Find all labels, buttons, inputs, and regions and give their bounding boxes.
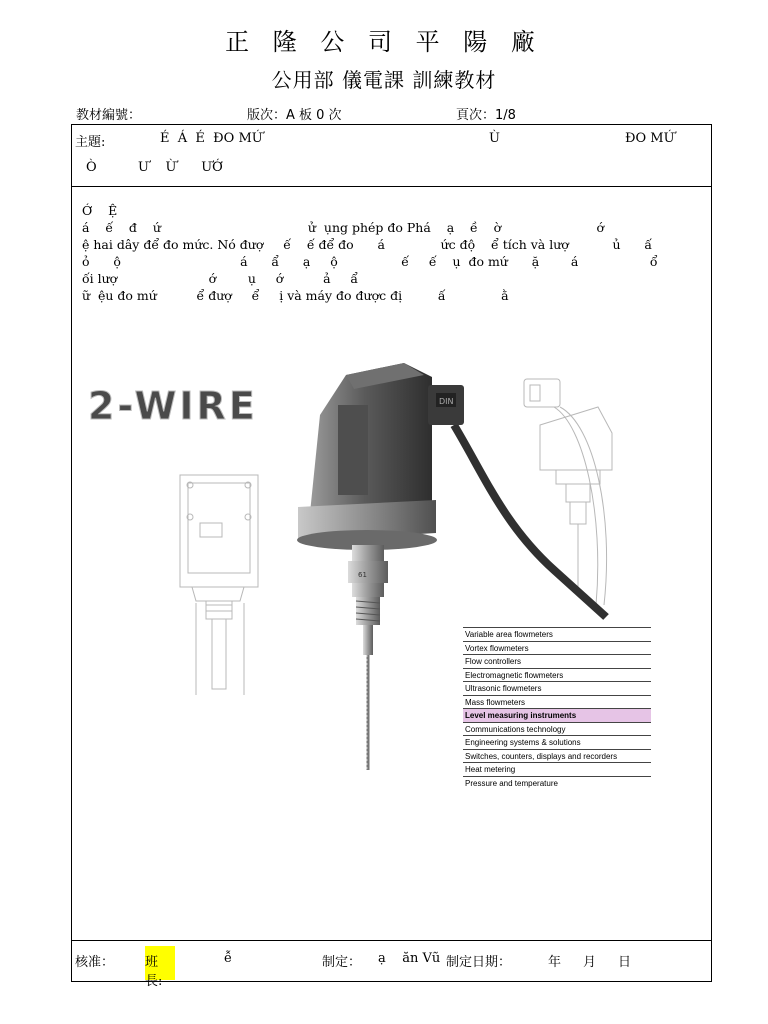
topic-divider (71, 186, 712, 187)
catalog-item: Communications technology (463, 723, 651, 737)
version-label: 版次：A 板 0 次 (247, 108, 342, 123)
catalog-item: Mass flowmeters (463, 696, 651, 710)
wire-banner: 2-WIRE (88, 384, 258, 428)
catalog-item: Pressure and temperature (465, 778, 558, 788)
topic-line1-b: Ù (489, 131, 500, 146)
body-line-5: ữ ệu đo mứ ể đượ ể ị và máy đo được đị ấ ằ (82, 288, 509, 303)
left-line-drawing (180, 475, 258, 695)
right-line-drawing (524, 379, 612, 605)
topic-line1-c: ĐO MỨ (625, 131, 675, 146)
footer-divider (71, 940, 712, 941)
prepared-label: 制定： (322, 955, 362, 970)
catalog-item: Variable area flowmeters (463, 628, 651, 642)
date-label: 制定日期： (446, 955, 512, 970)
doc-number-label: 教材編號： (76, 108, 142, 123)
connector-label: DIN (439, 397, 454, 406)
catalog-item: Ultrasonic flowmeters (463, 682, 651, 696)
date-day: 日 (618, 955, 632, 970)
body-line-4: ối lượ ớ ụ ớ ả ẩ (82, 271, 359, 286)
catalog-item: Switches, counters, displays and recorders (463, 750, 651, 764)
catalog-item-active: Level measuring instruments (463, 709, 651, 723)
body-heading: Ớ Ệ (82, 203, 118, 218)
leader-label: 班長: (145, 946, 175, 980)
document-subtitle: 公用部 儀電課 訓練教材 (271, 68, 497, 92)
date-month: 月 (583, 955, 597, 970)
catalog-item: Engineering systems & solutions (463, 736, 651, 750)
document-title: 正 隆 公 司 平 陽 廠 (225, 28, 543, 56)
body-line-1: á ế đ ứ ử ụng phép đo Phá ạ ề ờ ớ (82, 220, 605, 235)
body-line-3: ỏ ộ á ẩ ạ ộ ế ế ụ đo mứ ặ á ổ (82, 254, 658, 269)
topic-line1-a: É Á É ĐO MỨ (160, 131, 263, 146)
date-year: 年 (548, 955, 562, 970)
body-line-2: ệ hai dây để đo mức. Nó đượ ế ế để đo á ức độ ể tích và lượ ủ ấ (82, 237, 653, 252)
approve-label: 核准： (75, 955, 115, 970)
svg-text:61: 61 (358, 571, 367, 579)
topic-line2: Ò Ư Ừ ƯỚ (86, 160, 223, 175)
prepared-by: ạ ăn Vũ (378, 951, 441, 966)
page-label: 頁次：1/8 (456, 108, 516, 123)
leader-name: ễ (224, 951, 232, 966)
product-catalog-list (463, 627, 651, 797)
catalog-item: Electromagnetic flowmeters (463, 669, 651, 683)
catalog-item: Vortex flowmeters (463, 642, 651, 656)
catalog-item: Flow controllers (463, 655, 651, 669)
topic-label: 主題: (75, 135, 106, 150)
catalog-item: Heat metering (463, 763, 651, 777)
